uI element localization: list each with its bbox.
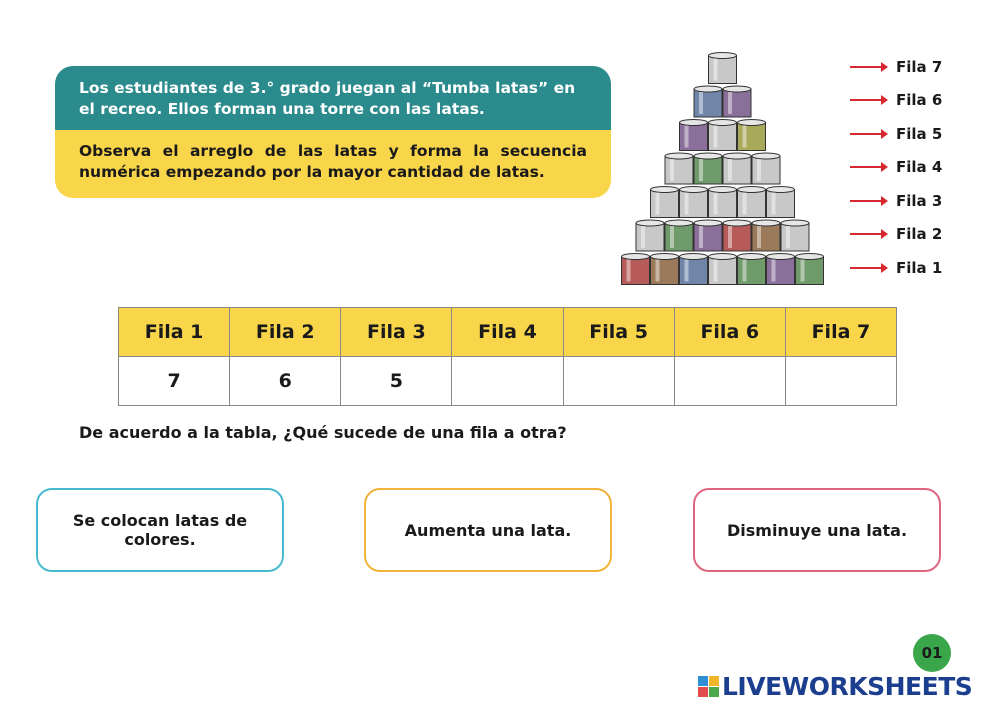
can-top (752, 153, 780, 159)
sequence-table (118, 307, 897, 406)
table-header: Fila 2 (230, 308, 341, 357)
can-top (723, 86, 751, 92)
table-cell-value: 7 (119, 357, 230, 406)
can-top (738, 254, 766, 260)
table-header-row (119, 308, 897, 357)
can-top (709, 120, 737, 126)
can-highlight (772, 260, 776, 282)
row-label-6: Fila 6 (850, 90, 942, 110)
row-label-2: Fila 2 (850, 224, 942, 244)
can (680, 123, 708, 151)
can-highlight (641, 226, 645, 248)
table-cell-value: 6 (230, 357, 341, 406)
arrow-right-icon (850, 200, 886, 202)
row-label-1: Fila 1 (850, 258, 942, 278)
can-highlight (728, 226, 732, 248)
can-top (651, 254, 679, 260)
can-top (680, 187, 708, 193)
can-top (680, 254, 708, 260)
can (622, 257, 650, 285)
can-highlight (757, 159, 761, 181)
can-highlight (801, 260, 805, 282)
can-top (767, 254, 795, 260)
table-header: Fila 3 (341, 308, 452, 357)
can (781, 223, 809, 251)
can (723, 89, 751, 117)
can (665, 156, 693, 184)
can-highlight (699, 92, 703, 114)
answer-option-decrease[interactable]: Disminuye una lata. (693, 488, 941, 572)
arrow-right-icon (850, 133, 886, 135)
can-highlight (656, 193, 660, 215)
table-answer-input[interactable] (563, 357, 674, 406)
table-answer-input[interactable] (452, 357, 563, 406)
arrow-right-icon (850, 267, 886, 269)
can (767, 190, 795, 218)
can (723, 223, 751, 251)
can-top (709, 53, 737, 59)
can (709, 123, 737, 151)
arrow-right-icon (850, 233, 886, 235)
table-header: Fila 5 (563, 308, 674, 357)
can-highlight (743, 126, 747, 148)
can-highlight (685, 126, 689, 148)
can-top (723, 153, 751, 159)
can-highlight (728, 159, 732, 181)
can-highlight (685, 260, 689, 282)
arrow-right-icon (850, 99, 886, 101)
can (738, 257, 766, 285)
can-highlight (743, 193, 747, 215)
can-top (781, 220, 809, 226)
can (636, 223, 664, 251)
table-header: Fila 1 (119, 308, 230, 357)
table-cell-value: 5 (341, 357, 452, 406)
can (723, 156, 751, 184)
can (738, 190, 766, 218)
can-top (723, 220, 751, 226)
can-highlight (786, 226, 790, 248)
can-top (665, 153, 693, 159)
can (680, 257, 708, 285)
can-top (694, 153, 722, 159)
can-top (665, 220, 693, 226)
can (665, 223, 693, 251)
answer-option-increase[interactable]: Aumenta una lata. (364, 488, 612, 572)
can (709, 257, 737, 285)
answer-option-colored-cans[interactable]: Se colocan latas de colores. (36, 488, 284, 572)
can-top (694, 220, 722, 226)
table-header: Fila 4 (452, 308, 563, 357)
table-header: Fila 6 (674, 308, 785, 357)
can-top (767, 187, 795, 193)
can-top (636, 220, 664, 226)
page-number-badge: 01 (913, 634, 951, 672)
table-row (119, 357, 897, 406)
intro-text-story: Los estudiantes de 3.° grado juegan al “Tumba latas” en el recreo. Ellos forman una torre con las latas. (55, 66, 611, 130)
can-highlight (670, 159, 674, 181)
can (680, 190, 708, 218)
can-highlight (757, 226, 761, 248)
can (694, 89, 722, 117)
can-top (680, 120, 708, 126)
can-top (796, 254, 824, 260)
can-top (651, 187, 679, 193)
can-top (738, 187, 766, 193)
liveworksheets-logo-icon (698, 676, 719, 697)
can (752, 223, 780, 251)
can-top (694, 86, 722, 92)
can (767, 257, 795, 285)
row-label-4: Fila 4 (850, 157, 942, 177)
can-top (709, 187, 737, 193)
arrow-right-icon (850, 166, 886, 168)
can-top (622, 254, 650, 260)
can (651, 190, 679, 218)
can (651, 257, 679, 285)
can (694, 156, 722, 184)
brand-logo (698, 672, 972, 701)
can-highlight (656, 260, 660, 282)
question-text: De acuerdo a la tabla, ¿Qué sucede de una fila a otra? (79, 423, 567, 442)
can-highlight (772, 193, 776, 215)
table-answer-input[interactable] (785, 357, 896, 406)
intro-text-task: Observa el arreglo de las latas y forma la secuencia numérica empezando por la mayor cantidad de latas. (55, 130, 611, 198)
table-answer-input[interactable] (674, 357, 785, 406)
table-header: Fila 7 (785, 308, 896, 357)
can-highlight (728, 92, 732, 114)
can (694, 223, 722, 251)
can-highlight (699, 159, 703, 181)
can (709, 56, 737, 84)
instruction-box (55, 66, 611, 198)
can-pyramid-image (615, 52, 830, 287)
can-highlight (743, 260, 747, 282)
can-highlight (714, 260, 718, 282)
can-top (738, 120, 766, 126)
row-label-5: Fila 5 (850, 124, 942, 144)
can-highlight (714, 126, 718, 148)
can-highlight (714, 59, 718, 81)
can-highlight (714, 193, 718, 215)
can-top (752, 220, 780, 226)
row-label-3: Fila 3 (850, 191, 942, 211)
can-highlight (670, 226, 674, 248)
can-highlight (699, 226, 703, 248)
brand-name: LIVEWORKSHEETS (722, 672, 973, 701)
can (796, 257, 824, 285)
row-label-7: Fila 7 (850, 57, 942, 77)
can (738, 123, 766, 151)
can-highlight (685, 193, 689, 215)
can (752, 156, 780, 184)
can (709, 190, 737, 218)
can-highlight (627, 260, 631, 282)
arrow-right-icon (850, 66, 886, 68)
can-top (709, 254, 737, 260)
